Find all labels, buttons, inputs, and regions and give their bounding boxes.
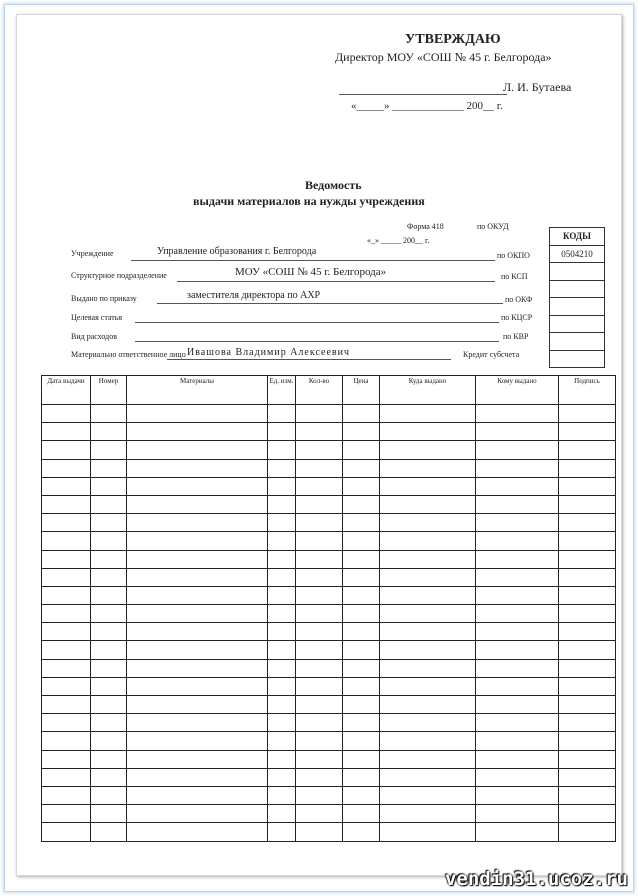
table-cell <box>91 641 127 659</box>
table-cell <box>343 805 380 823</box>
table-cell <box>268 586 296 604</box>
table-cell <box>42 677 91 695</box>
column-header: Кому выдано <box>476 376 559 405</box>
table-cell <box>296 805 343 823</box>
table-cell <box>296 605 343 623</box>
table-cell <box>268 732 296 750</box>
responsible-account: Кредит субсчета <box>463 350 520 359</box>
table-cell <box>268 568 296 586</box>
field-value: заместителя директора по АХР <box>187 290 321 301</box>
table-cell <box>343 641 380 659</box>
table-cell <box>343 477 380 495</box>
table-cell <box>127 750 268 768</box>
table-cell <box>42 495 91 513</box>
table-cell <box>476 477 559 495</box>
table-cell <box>127 532 268 550</box>
table-cell <box>91 805 127 823</box>
table-cell <box>296 623 343 641</box>
table-cell <box>42 714 91 732</box>
field-code: по КВР <box>503 332 529 341</box>
table-cell <box>296 768 343 786</box>
table-cell <box>343 623 380 641</box>
table-cell <box>476 514 559 532</box>
table-cell <box>91 623 127 641</box>
table-cell <box>296 659 343 677</box>
table-cell <box>559 405 616 423</box>
table-row <box>42 532 616 550</box>
table-cell <box>343 514 380 532</box>
table-cell <box>42 405 91 423</box>
table-cell <box>380 568 476 586</box>
table-cell <box>127 823 268 841</box>
table-cell <box>476 495 559 513</box>
table-cell <box>91 477 127 495</box>
field-line <box>131 260 495 261</box>
table-cell <box>380 750 476 768</box>
table-cell <box>559 623 616 641</box>
table-row <box>42 477 616 495</box>
okud-label: по ОКУД <box>477 222 509 231</box>
table-cell <box>380 623 476 641</box>
table-cell <box>127 477 268 495</box>
table-cell <box>476 568 559 586</box>
table-cell <box>42 514 91 532</box>
table-cell <box>380 441 476 459</box>
table-cell <box>559 714 616 732</box>
column-header: Кол-во <box>296 376 343 405</box>
approval-date: «_____» _____________ 200__ г. <box>351 100 503 112</box>
table-cell <box>268 714 296 732</box>
code-cell <box>550 263 605 281</box>
table-cell <box>380 550 476 568</box>
table-cell <box>91 605 127 623</box>
field-code: по КЦСР <box>501 313 533 322</box>
table-cell <box>380 641 476 659</box>
table-row <box>42 659 616 677</box>
field-code: по ОКПО <box>497 251 530 260</box>
table-cell <box>380 805 476 823</box>
table-row <box>42 586 616 604</box>
table-cell <box>296 750 343 768</box>
table-cell <box>296 586 343 604</box>
table-cell <box>91 586 127 604</box>
code-cell <box>550 280 605 298</box>
field-label: Выдано по приказу <box>71 294 137 303</box>
field-code: по ОКФ <box>505 295 533 304</box>
table-cell <box>559 732 616 750</box>
table-cell <box>42 659 91 677</box>
table-cell <box>91 732 127 750</box>
table-cell <box>380 532 476 550</box>
table-cell <box>127 459 268 477</box>
field-line <box>135 341 499 342</box>
table-cell <box>91 677 127 695</box>
table-cell <box>380 605 476 623</box>
table-cell <box>127 405 268 423</box>
table-cell <box>42 532 91 550</box>
column-header: Материалы <box>127 376 268 405</box>
table-cell <box>476 605 559 623</box>
responsible-value: Ивашова Владимир Алексеевич <box>187 347 350 358</box>
table-cell <box>296 459 343 477</box>
field-label: Структурное подразделение <box>71 271 167 280</box>
table-cell <box>343 714 380 732</box>
approval-signer: Л. И. Бутаева <box>503 80 572 94</box>
table-cell <box>559 659 616 677</box>
field-line <box>157 303 503 304</box>
field-label: Целевая статья <box>71 313 123 322</box>
table-cell <box>42 605 91 623</box>
table-cell <box>476 441 559 459</box>
table-cell <box>476 677 559 695</box>
table-cell <box>42 477 91 495</box>
table-cell <box>127 568 268 586</box>
table-cell <box>127 623 268 641</box>
table-cell <box>380 768 476 786</box>
field-value: МОУ «СОШ № 45 г. Белгорода» <box>235 266 387 278</box>
table-cell <box>268 750 296 768</box>
table-cell <box>476 823 559 841</box>
document-subtitle: выдачи материалов на нужды учреждения <box>193 194 425 208</box>
table-cell <box>380 514 476 532</box>
table-row <box>42 568 616 586</box>
code-cell <box>550 315 605 333</box>
codes-table <box>549 227 605 368</box>
table-cell <box>268 677 296 695</box>
column-header: Куда выдано <box>380 376 476 405</box>
table-cell <box>268 786 296 804</box>
field-label: Учреждение <box>71 249 114 258</box>
table-cell <box>42 623 91 641</box>
table-cell <box>268 659 296 677</box>
table-row <box>42 623 616 641</box>
table-cell <box>559 586 616 604</box>
table-cell <box>127 696 268 714</box>
table-cell <box>559 495 616 513</box>
table-cell <box>268 477 296 495</box>
column-header: Подпись <box>559 376 616 405</box>
table-cell <box>380 696 476 714</box>
table-cell <box>42 823 91 841</box>
table-cell <box>380 677 476 695</box>
table-cell <box>380 477 476 495</box>
table-row <box>42 677 616 695</box>
table-cell <box>476 423 559 441</box>
table-cell <box>343 750 380 768</box>
table-cell <box>296 441 343 459</box>
code-cell <box>550 298 605 316</box>
table-cell <box>127 495 268 513</box>
column-header: Номер <box>91 376 127 405</box>
table-cell <box>42 732 91 750</box>
table-cell <box>91 405 127 423</box>
table-row <box>42 550 616 568</box>
table-cell <box>559 605 616 623</box>
table-cell <box>42 586 91 604</box>
table-row <box>42 459 616 477</box>
table-row <box>42 732 616 750</box>
table-cell <box>296 677 343 695</box>
table-cell <box>343 768 380 786</box>
table-cell <box>91 441 127 459</box>
table-row <box>42 696 616 714</box>
table-cell <box>127 805 268 823</box>
table-cell <box>476 641 559 659</box>
table-cell <box>91 550 127 568</box>
table-row <box>42 768 616 786</box>
table-cell <box>42 750 91 768</box>
table-cell <box>476 750 559 768</box>
table-cell <box>42 423 91 441</box>
table-cell <box>42 641 91 659</box>
table-cell <box>559 677 616 695</box>
responsible-label: Материально ответственное лицо <box>71 350 186 359</box>
table-row <box>42 405 616 423</box>
table-cell <box>268 641 296 659</box>
table-cell <box>559 750 616 768</box>
table-cell <box>268 423 296 441</box>
table-cell <box>559 823 616 841</box>
table-cell <box>476 714 559 732</box>
table-cell <box>559 477 616 495</box>
table-row <box>42 605 616 623</box>
codes-title: КОДЫ <box>550 228 605 246</box>
table-row <box>42 823 616 841</box>
table-cell <box>476 405 559 423</box>
table-cell <box>91 750 127 768</box>
responsible-line <box>167 359 451 360</box>
table-cell <box>296 568 343 586</box>
table-cell <box>559 768 616 786</box>
table-cell <box>343 405 380 423</box>
table-cell <box>42 568 91 586</box>
table-cell <box>127 441 268 459</box>
table-cell <box>476 768 559 786</box>
form-date: «_» _____ 200__ г. <box>367 236 430 245</box>
table-cell <box>476 805 559 823</box>
table-cell <box>343 786 380 804</box>
table-cell <box>343 550 380 568</box>
table-cell <box>476 696 559 714</box>
table-cell <box>380 586 476 604</box>
approval-position: Директор МОУ «СОШ № 45 г. Белгорода» <box>335 50 552 64</box>
table-cell <box>380 659 476 677</box>
table-row <box>42 441 616 459</box>
table-cell <box>91 714 127 732</box>
table-cell <box>268 696 296 714</box>
table-cell <box>380 459 476 477</box>
table-cell <box>91 659 127 677</box>
table-cell <box>296 714 343 732</box>
column-header: Цена <box>343 376 380 405</box>
table-cell <box>476 459 559 477</box>
table-row <box>42 495 616 513</box>
materials-table <box>41 375 616 842</box>
table-cell <box>476 623 559 641</box>
table-cell <box>127 605 268 623</box>
table-cell <box>296 641 343 659</box>
table-cell <box>268 514 296 532</box>
table-cell <box>268 495 296 513</box>
table-cell <box>296 550 343 568</box>
field-value: Управление образования г. Белгорода <box>157 246 317 257</box>
table-cell <box>343 568 380 586</box>
table-cell <box>42 786 91 804</box>
table-cell <box>380 786 476 804</box>
table-cell <box>343 423 380 441</box>
table-cell <box>268 605 296 623</box>
table-cell <box>296 532 343 550</box>
table-cell <box>42 459 91 477</box>
table-cell <box>559 532 616 550</box>
table-cell <box>296 823 343 841</box>
table-cell <box>91 568 127 586</box>
table-cell <box>380 714 476 732</box>
table-row <box>42 750 616 768</box>
table-cell <box>268 805 296 823</box>
table-cell <box>296 514 343 532</box>
table-cell <box>127 423 268 441</box>
table-cell <box>476 659 559 677</box>
table-cell <box>296 732 343 750</box>
watermark: vendin31.ucoz.ru <box>444 868 628 890</box>
field-line <box>177 281 495 282</box>
table-cell <box>91 823 127 841</box>
table-cell <box>476 550 559 568</box>
table-cell <box>91 495 127 513</box>
table-cell <box>380 732 476 750</box>
table-cell <box>559 786 616 804</box>
table-cell <box>343 732 380 750</box>
table-cell <box>91 459 127 477</box>
table-cell <box>268 532 296 550</box>
table-row <box>42 423 616 441</box>
table-cell <box>559 568 616 586</box>
table-row <box>42 514 616 532</box>
table-cell <box>476 532 559 550</box>
table-cell <box>42 696 91 714</box>
table-cell <box>559 805 616 823</box>
column-header: Дата выдачи <box>42 376 91 405</box>
form-label: Форма 418 <box>407 222 444 231</box>
table-cell <box>127 714 268 732</box>
table-body <box>42 405 616 842</box>
table-cell <box>268 623 296 641</box>
table-cell <box>343 605 380 623</box>
table-cell <box>476 732 559 750</box>
table-cell <box>343 441 380 459</box>
table-row <box>42 714 616 732</box>
table-cell <box>42 550 91 568</box>
table-cell <box>476 586 559 604</box>
table-cell <box>268 459 296 477</box>
table-cell <box>296 405 343 423</box>
field-line <box>135 322 499 323</box>
table-cell <box>91 786 127 804</box>
table-cell <box>91 696 127 714</box>
table-header-row <box>42 376 616 405</box>
table-cell <box>42 441 91 459</box>
table-cell <box>91 768 127 786</box>
table-cell <box>268 441 296 459</box>
table-cell <box>127 786 268 804</box>
table-cell <box>268 550 296 568</box>
table-cell <box>296 477 343 495</box>
table-row <box>42 641 616 659</box>
table-cell <box>296 495 343 513</box>
table-cell <box>268 823 296 841</box>
table-cell <box>343 696 380 714</box>
table-cell <box>343 532 380 550</box>
table-cell <box>42 768 91 786</box>
table-row <box>42 786 616 804</box>
table-cell <box>476 786 559 804</box>
table-cell <box>127 550 268 568</box>
table-cell <box>268 405 296 423</box>
document-page <box>16 14 622 876</box>
table-cell <box>559 441 616 459</box>
table-cell <box>559 459 616 477</box>
signature-line <box>339 94 507 95</box>
column-header: Ед. изм. <box>268 376 296 405</box>
field-label: Вид расходов <box>71 332 117 341</box>
table-cell <box>127 677 268 695</box>
approval-title: УТВЕРЖДАЮ <box>405 32 501 47</box>
table-cell <box>343 459 380 477</box>
table-cell <box>127 768 268 786</box>
table-cell <box>380 423 476 441</box>
table-cell <box>127 586 268 604</box>
table-cell <box>91 514 127 532</box>
table-cell <box>268 768 296 786</box>
field-code: по КСП <box>501 272 528 281</box>
table-cell <box>343 823 380 841</box>
table-row <box>42 805 616 823</box>
table-cell <box>42 805 91 823</box>
table-cell <box>380 823 476 841</box>
table-cell <box>343 495 380 513</box>
table-cell <box>127 514 268 532</box>
table-cell <box>343 659 380 677</box>
table-cell <box>559 696 616 714</box>
code-cell <box>550 350 605 368</box>
table-cell <box>296 786 343 804</box>
table-cell <box>559 550 616 568</box>
code-cell <box>550 333 605 351</box>
table-cell <box>127 641 268 659</box>
table-cell <box>343 677 380 695</box>
table-cell <box>380 495 476 513</box>
table-cell <box>91 423 127 441</box>
table-cell <box>380 405 476 423</box>
table-cell <box>296 696 343 714</box>
codes-okud: 0504210 <box>550 245 605 263</box>
table-cell <box>127 659 268 677</box>
table-cell <box>559 423 616 441</box>
table-cell <box>559 514 616 532</box>
table-cell <box>127 732 268 750</box>
table-cell <box>91 532 127 550</box>
table-cell <box>343 586 380 604</box>
document-title: Ведомость <box>305 178 362 192</box>
table-cell <box>559 641 616 659</box>
table-cell <box>296 423 343 441</box>
